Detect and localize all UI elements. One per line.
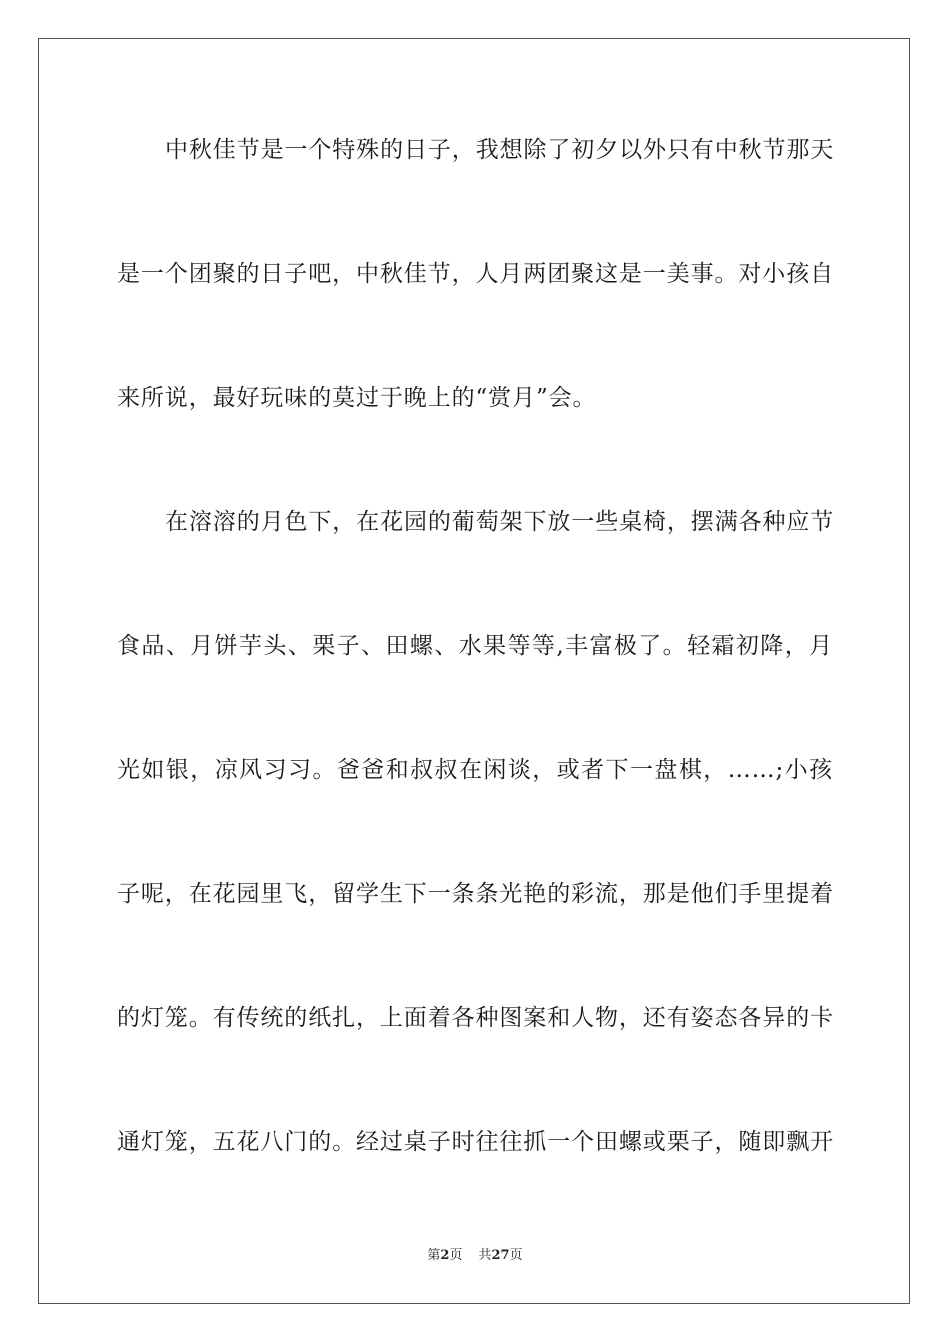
paragraph-1-line-3: 来所说，最好玩味的莫过于晚上的“赏月”会。 (117, 385, 597, 411)
paragraph-2-line-3: 光如银，凉风习习。爸爸和叔叔在闲谈，或者下一盘棋，……;小孩 (117, 757, 833, 783)
paragraph-2-line-4: 子呢，在花园里飞，留学生下一条条光艳的彩流，那是他们手里提着 (117, 881, 834, 907)
page-number: 2 (440, 1248, 450, 1263)
total-suffix: 页 (509, 1248, 523, 1263)
paragraph-2-line-2: 食品、月饼芋头、栗子、田螺、水果等等,丰富极了。轻霜初降，月 (117, 633, 833, 659)
page-prefix: 第 (427, 1248, 441, 1263)
paragraph-2-line-1: 在溶溶的月色下，在花园的葡萄架下放一些桌椅，摆满各种应节 (165, 509, 835, 535)
total-pages: 27 (491, 1248, 510, 1263)
page-footer (0, 1247, 950, 1265)
page-border (38, 38, 910, 1304)
paragraph-1-line-2: 是一个团聚的日子吧，中秋佳节，人月两团聚这是一美事。对小孩自 (117, 261, 834, 287)
page-suffix: 页 (449, 1248, 463, 1263)
paragraph-2-line-6: 通灯笼，五花八门的。经过桌子时往往抓一个田螺或栗子，随即飘开 (117, 1129, 834, 1155)
total-prefix: 共 (478, 1248, 492, 1263)
paragraph-2-line-5: 的灯笼。有传统的纸扎，上面着各种图案和人物，还有姿态各异的卡 (117, 1005, 834, 1031)
paragraph-1-line-1: 中秋佳节是一个特殊的日子，我想除了初夕以外只有中秋节那天 (165, 137, 835, 163)
